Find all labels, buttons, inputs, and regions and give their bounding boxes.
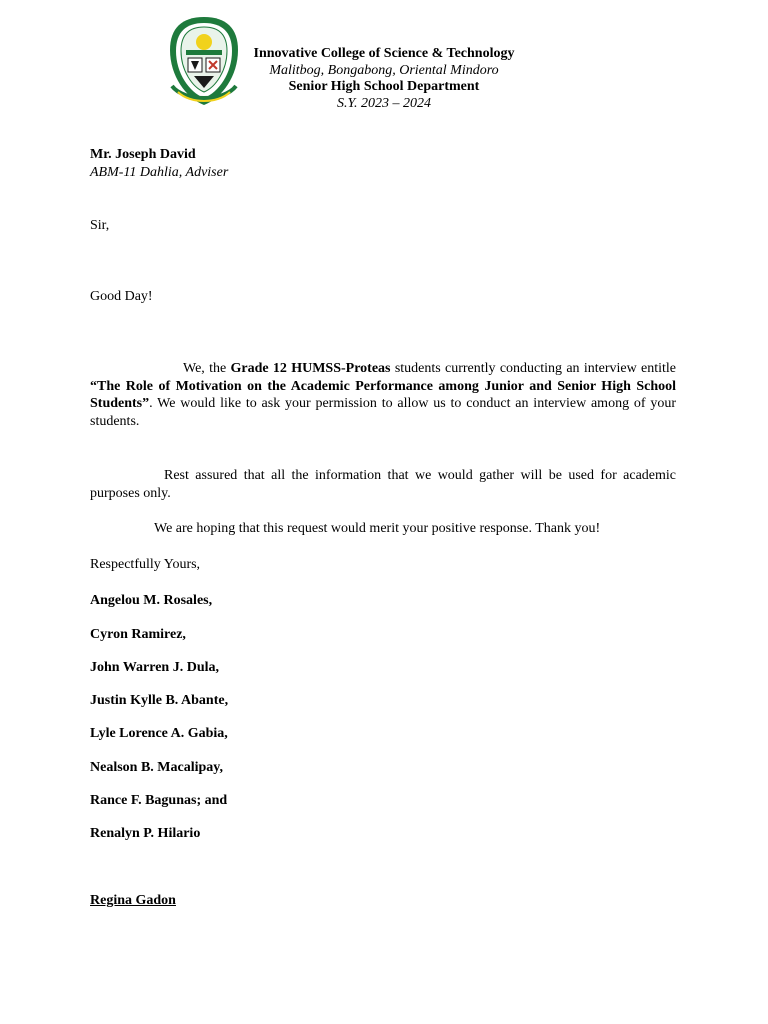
signatory-name: Lyle Lorence A. Gabia, bbox=[90, 726, 228, 741]
p3-text: We are hoping that this request would merit your positive response. Thank you! bbox=[154, 521, 601, 536]
department-name: Senior High School Department bbox=[288, 79, 480, 94]
school-seal-icon bbox=[164, 14, 244, 108]
closing: Respectfully Yours, bbox=[90, 557, 201, 572]
body-paragraph-2 bbox=[90, 467, 676, 502]
greeting: Good Day! bbox=[90, 289, 153, 304]
signatory-name: Nealson B. Macalipay, bbox=[90, 760, 224, 775]
school-year: S.Y. 2023 – 2024 bbox=[336, 95, 431, 111]
school-address: Malitbog, Bongabong, Oriental Mindoro bbox=[269, 62, 499, 78]
signatory-name: Angelou M. Rosales, bbox=[90, 593, 213, 608]
letterhead bbox=[234, 46, 534, 112]
school-name: Innovative College of Science & Technology bbox=[253, 46, 515, 61]
body-paragraph-1 bbox=[90, 360, 676, 430]
p1-text-e: . We would like to ask your permission to allow us to conduct an interview among of your students. bbox=[90, 396, 676, 429]
body-paragraph-3 bbox=[90, 520, 676, 538]
signatory-name: John Warren J. Dula, bbox=[90, 660, 220, 675]
final-signatory: Regina Gadon bbox=[90, 893, 176, 908]
p1-study-title: “The Role of Motivation on the Academic Performance among Junior and Senior High School Students” bbox=[90, 378, 676, 411]
signatory-name: Renalyn P. Hilario bbox=[90, 826, 201, 841]
signatory-name: Cyron Ramirez, bbox=[90, 627, 186, 642]
recipient-title: ABM-11 Dahlia, Adviser bbox=[90, 165, 229, 180]
p1-text-a: We, the bbox=[183, 361, 231, 376]
salutation: Sir, bbox=[90, 218, 110, 233]
signatory-name: Rance F. Bagunas; and bbox=[90, 793, 228, 808]
p2-text: Rest assured that all the information that we would gather will be used for academic purposes only. bbox=[90, 468, 676, 501]
p1-text-c: students currently conducting an interview entitle bbox=[390, 361, 677, 376]
p1-class-name: Grade 12 HUMSS-Proteas bbox=[230, 361, 391, 376]
signatory-name: Justin Kylle B. Abante, bbox=[90, 693, 229, 708]
recipient-name: Mr. Joseph David bbox=[90, 147, 196, 162]
